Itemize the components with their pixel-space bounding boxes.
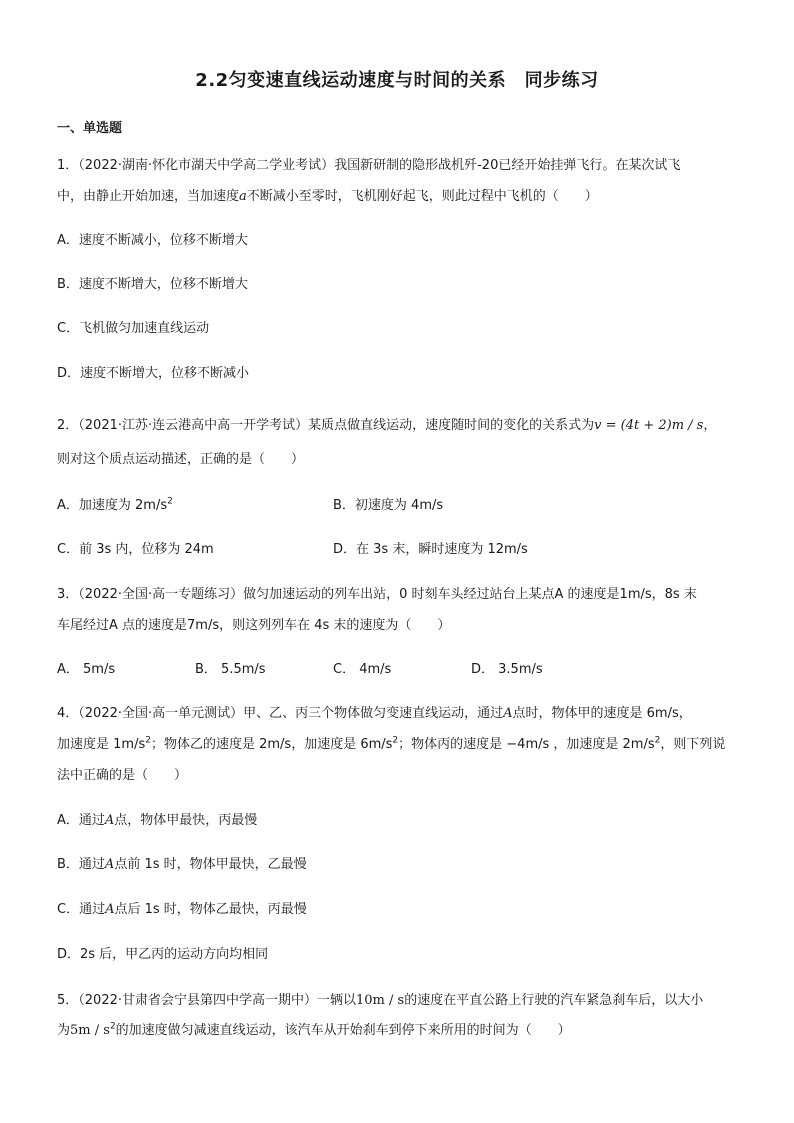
q4-stem-line1: 4．（2022·全国·高一单元测试）甲、乙、丙三个物体做匀变速直线运动，通过A点时，物体甲的速度是 6m/s， [57, 706, 692, 721]
q3-stem-line1: 3．（2022·全国·高一专题练习）做匀加速运动的列车出站，0 时刻车头经过站台上某点A 的速度是1m/s，8s 末 [57, 587, 697, 602]
q3-stem-line2: 车尾经过A 点的速度是7m/s，则这列列车在 4s 末的速度为（ ） [57, 618, 451, 633]
q2-option-d: D．在 3s 末，瞬时速度为 12m/s [333, 542, 528, 557]
q2-option-a: A．加速度为 $2m/s^2$ [57, 496, 173, 513]
q2-stem-line1: 2．（2021·江苏·连云港高中高一开学考试）某质点做直线运动，速度随时间的变化的关系式为v = (4t + 2)m / s， [57, 418, 717, 433]
q4-option-c: C．通过A点后 1s 时，物体乙最快，丙最慢 [57, 902, 307, 917]
q4-option-b: B．通过A点前 1s 时，物体甲最快，乙最慢 [57, 857, 307, 872]
page-title: 2.2匀变速直线运动速度与时间的关系 同步练习 [195, 70, 599, 91]
q3-option-a: A． 5m/s [57, 662, 116, 677]
q4-option-a: A．通过A点，物体甲最快，丙最慢 [57, 813, 258, 828]
q1-stem-line2: 中，由静止开始加速，当加速度a不断减小至零时，飞机刚好起飞，则此过程中飞机的（ ） [57, 189, 598, 204]
q4-option-d: D．2s 后，甲乙丙的运动方向均相同 [57, 947, 269, 962]
q5-stem-line1: 5．（2022·甘肃省会宁县第四中学高一期中）一辆以10m / s的速度在平直公路上行驶的汽车紧急刹车后，以大小 [57, 993, 704, 1008]
section-heading: 一、单选题 [57, 121, 123, 136]
q4-stem-line3: 法中正确的是（ ） [57, 768, 188, 783]
q2-formula: v = (4t + 2)m / s [594, 418, 704, 433]
q2-option-b: B．初速度为 4m/s [333, 498, 444, 513]
q1-option-d: D．速度不断增大，位移不断减小 [57, 366, 250, 381]
q3-option-c: C． 4m/s [333, 662, 392, 677]
q1-option-c: C．飞机做匀加速直线运动 [57, 321, 210, 336]
q1-option-b: B．速度不断增大，位移不断增大 [57, 277, 248, 292]
q2-option-c: C．前 3s 内，位移为 24m [57, 542, 214, 557]
q2-stem-line2: 则对这个质点运动描述，正确的是（ ） [57, 452, 305, 467]
q3-option-d: D． 3.5m/s [471, 662, 543, 677]
q3-option-b: B． 5.5m/s [195, 662, 266, 677]
q1-option-a: A．速度不断减小，位移不断增大 [57, 233, 248, 248]
q4-stem-line2: 加速度是 $1m/s^2$；物体乙的速度是 2m/s，加速度是 $6m/s^2$；物体丙的速度是 −4m/s ，加速度是 $2m/s^2$，则下列说 [57, 735, 726, 752]
q1-stem-line1: 1．（2022·湖南·怀化市湖天中学高二学业考试）我国新研制的隐形战机歼-20已经开始挂弹飞行。在某次试飞 [57, 158, 681, 173]
q5-stem-line2: 为$5m / s^2$的加速度做匀减速直线运动，该汽车从开始刹车到停下来所用的时间为（ ） [57, 1021, 571, 1038]
